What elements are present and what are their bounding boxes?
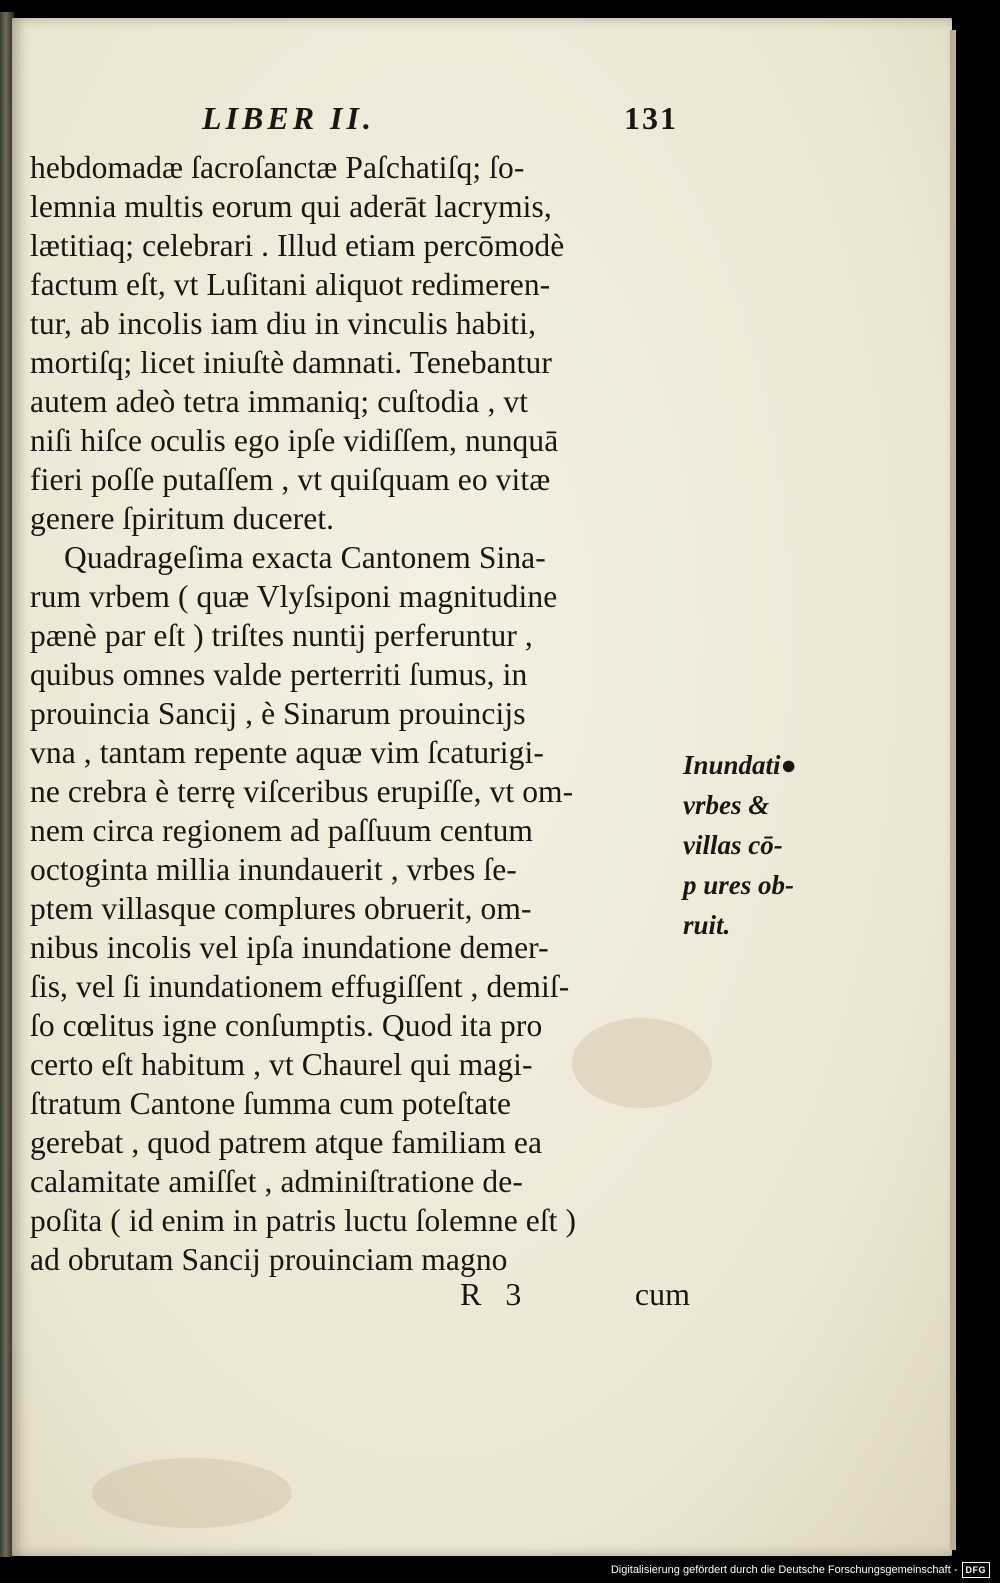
text-line: gerebat , quod patrem atque familiam ea [30,1125,543,1160]
text-line: Quadrageſima exacta Cantonem Sina- [64,540,546,575]
digitization-credit [611,1559,990,1581]
running-head [30,100,680,140]
signature-mark: R 3 [460,1276,530,1312]
text-line: genere ſpiritum duceret. [30,501,335,536]
text-line: lemnia multis eorum qui aderāt lacrymis, [30,189,552,224]
text-line: pænè par eſt ) triſtes nuntij perferuntur , [30,618,533,653]
text-line: poſita ( id enim in patris luctu ſolemne eſt ) [30,1203,577,1238]
text-line: factum eſt, vt Luſitani aliquot redimeren- [30,267,551,302]
catchword: cum [634,1276,690,1312]
text-line: lætitiaq; celebrari . Illud etiam percōmodè [30,228,565,263]
body-text [30,148,680,1279]
marginal-note [683,745,823,945]
text-line: prouincia Sancij , è Sinarum prouincijs [30,696,526,731]
text-line: nem circa regionem ad paſſuum centum [30,813,534,848]
marginal-note-line: villas cō- [683,830,783,860]
dfg-logo: DFG [962,1562,991,1578]
credit-text: Digitalisierung gefördert durch die Deutsche Forschungsgemeinschaft - [610,1564,958,1576]
text-line: nibus incolis vel ipſa inundatione demer- [30,930,549,965]
text-line: ne crebra è terrę viſceribus erupiſſe, vt om- [30,774,574,809]
text-line: certo eſt habitum , vt Chaurel qui magi- [30,1047,533,1082]
text-line: ſtratum Cantone ſumma cum poteſtate [30,1086,512,1121]
text-line: calamitate amiſſet , adminiſtratione de- [30,1164,523,1199]
paper-stain [92,1458,292,1528]
text-line: octoginta millia inundauerit , vrbes ſe- [30,852,517,887]
text-line: rum vrbem ( quæ Vlyſsiponi magnitudine [30,579,558,614]
marginal-note-line: p ures ob- [683,870,795,900]
text-line: ptem villasque complures obruerit, om- [30,891,532,926]
text-line: quibus omnes valde perterriti ſumus, in [30,657,528,692]
page-number: 131 [624,100,678,136]
text-line: mortiſq; licet iniuſtè damnati. Tenebantur [30,345,552,380]
text-line: ſis, vel ſi inundationem effugiſſent , demiſ- [30,969,570,1004]
text-line: tur, ab incolis iam diu in vinculis habiti, [30,306,537,341]
page-edge [950,30,956,1550]
marginal-note-line: ruit. [683,910,731,940]
marginal-note-line: vrbes & [683,790,770,820]
text-line: niſi hiſce oculis ego ipſe vidiſſem, nunquā [30,423,559,458]
text-line: hebdomadæ ſacroſanctæ Paſchatiſq; ſo- [30,150,525,185]
running-head-title: LIBER II. [202,100,375,136]
marginal-note-line: Inundati● [683,750,797,780]
text-line: ſo cœlitus igne conſumptis. Quod ita pro [30,1008,543,1043]
text-line: fieri poſſe putaſſem , vt quiſquam eo vitæ [30,462,551,497]
text-line: ad obrutam Sancij prouinciam magno [30,1242,508,1277]
text-line: vna , tantam repente aquæ vim ſcaturigi- [30,735,544,770]
page-footer [30,1276,690,1316]
text-line: autem adeò tetra immaniq; cuſtodia , vt [30,384,529,419]
